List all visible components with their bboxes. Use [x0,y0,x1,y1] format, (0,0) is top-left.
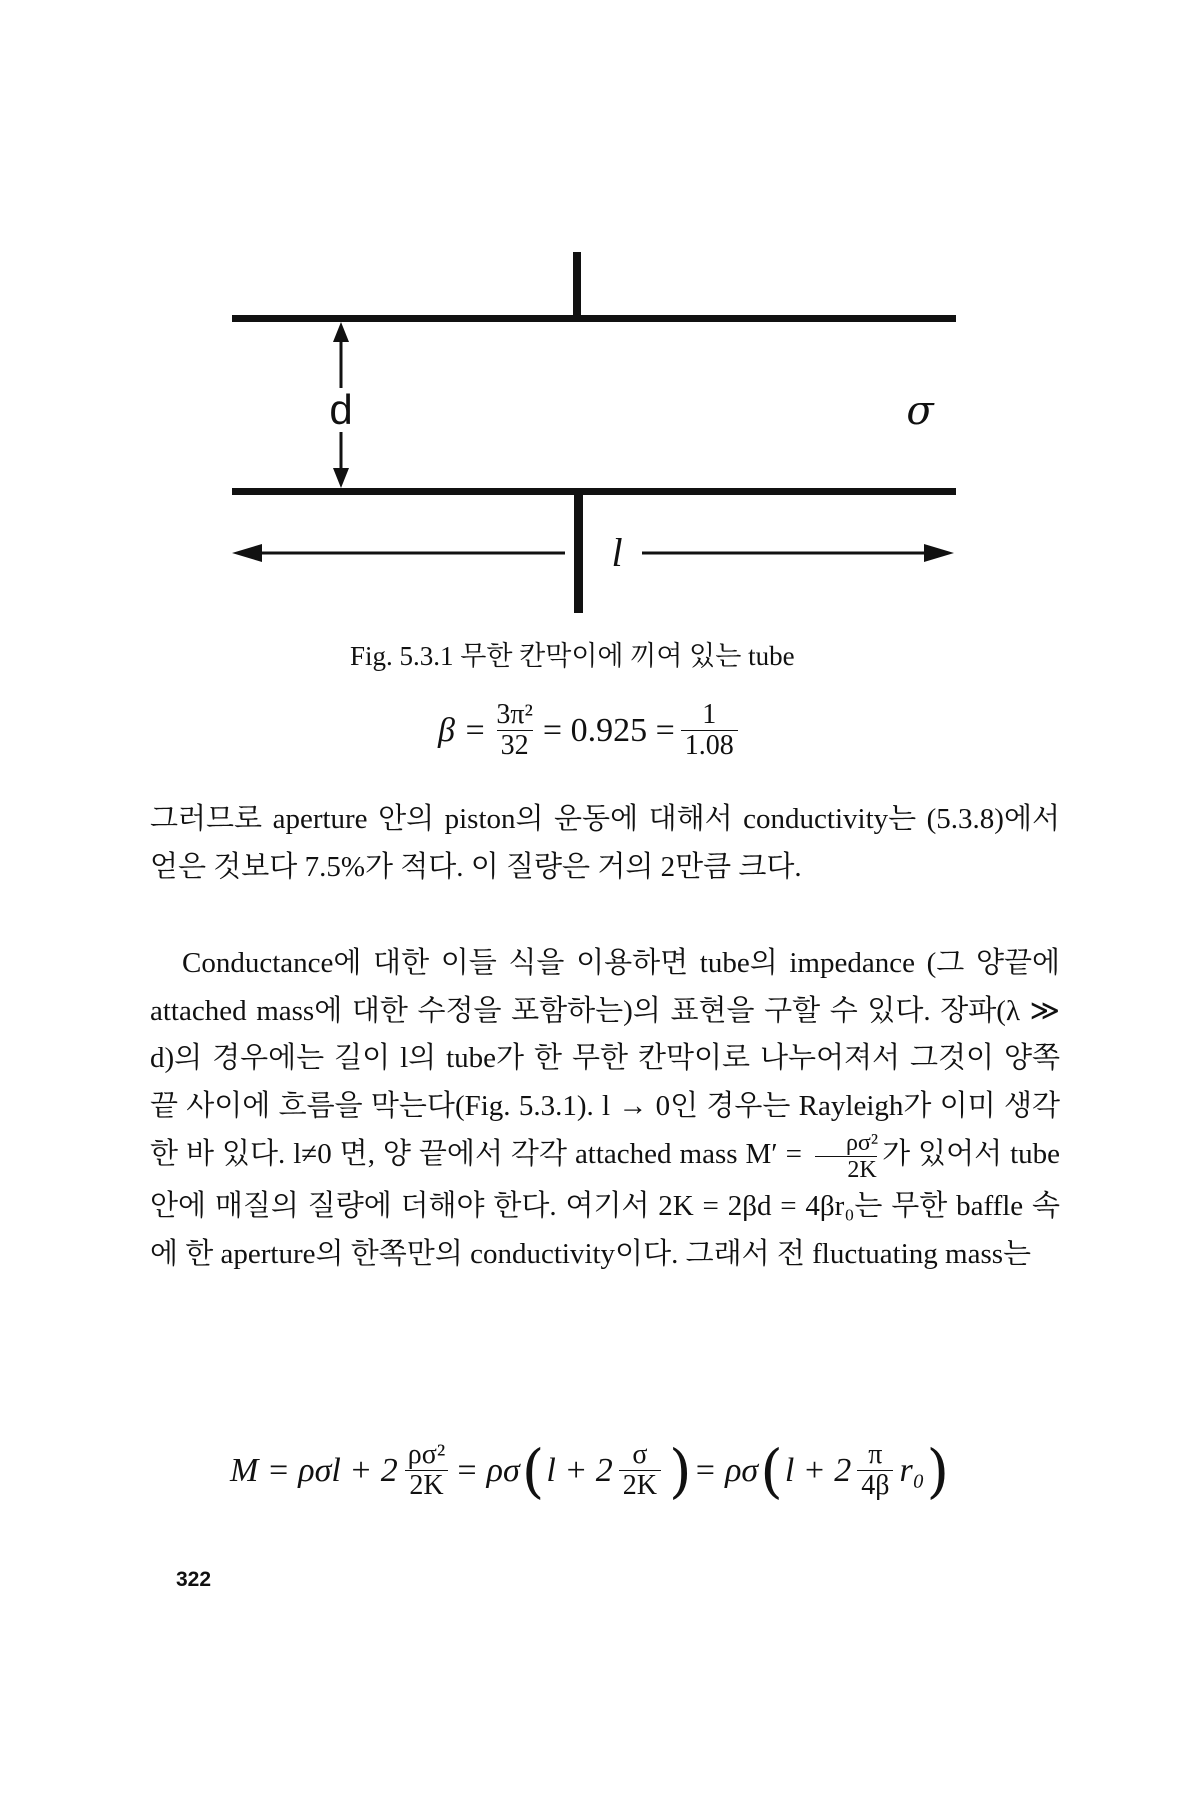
equation-mass [230,1436,951,1505]
eq-mass-t1: M = ρσl + 2 [230,1451,398,1489]
eq-beta-lhs: β = [438,711,487,749]
eq-beta-frac2-den: 1.08 [681,730,738,761]
eq-mass-paren-close-2: ) [926,1436,950,1505]
attached-mass-fraction [814,1130,878,1183]
lower-baffle [574,495,583,613]
eq-beta-frac1-den: 32 [497,730,533,761]
attached-mass-den: 2K [815,1156,876,1183]
paragraph-2 [150,940,1060,1278]
eq-mass-f2 [619,1440,661,1501]
eq-mass-f1-den: 2K [405,1470,447,1501]
eq-mass-paren-open-1: ( [521,1436,545,1505]
label-d: d [329,386,353,433]
eq-mass-f1-num: ρσ² [407,1439,446,1470]
page-number: 322 [176,1568,212,1591]
eq-mass-f3 [857,1440,893,1501]
eq-mass-f1 [404,1440,449,1501]
eq-mass-f3-den: 4β [857,1470,893,1501]
label-sigma: σ [906,388,934,434]
paragraph-2-part1: Conductance에 대한 이들 식을 이용하면 tube의 impedance (그 양끝에 attached mass에 대한 수정을 포함하는)의 표현을 구할 수 있다. 장파(λ ≫ d)의 경우에는 길이 l의 tube가 한 무한 칸막이로 나누어져서 그것이 양쪽 끝 사이에 흐름을 막는다(Fig. 5.3.1). l → 0인 경우는 Rayleigh가 이미 생각한 바 있다. l≠0 면, 양 끝에서 각각 attached mass M′ = [150,947,1060,1171]
eq-mass-f2-den: 2K [619,1470,661,1501]
equation-beta [438,700,744,761]
tube-top-wall [232,315,956,322]
tube-figure [0,0,1200,640]
eq-mass-t4: = ρσ [693,1451,759,1489]
eq-mass-t3: l + 2 [546,1451,613,1489]
eq-mass-t2: = ρσ [455,1451,520,1489]
paragraph-1: 그러므로 aperture 안의 piston의 운동에 대해서 conductivity는 (5.3.8)에서 얻은 것보다 7.5%가 적다. 이 질량은 거의 2만큼 크다. [150,803,1060,883]
eq-mass-paren-close-1: ) [669,1436,692,1505]
eq-mass-f2-num: σ [632,1439,648,1470]
tube-bottom-wall [232,488,956,495]
figure-caption: Fig. 5.3.1 무한 칸막이에 끼여 있는 tube [350,641,795,671]
eq-mass-t6: r₀ [899,1451,925,1489]
l-arrow [232,544,954,562]
eq-beta-frac2 [681,700,738,761]
eq-mass-f3-num: π [868,1439,883,1470]
eq-beta-frac1-num: 3π² [496,699,533,730]
upper-baffle [573,252,581,322]
label-l: l [611,530,623,575]
eq-beta-mid: = 0.925 = [542,711,675,749]
eq-beta-frac1 [492,700,537,761]
eq-mass-paren-open-2: ( [760,1436,783,1505]
eq-beta-frac2-num: 1 [702,699,717,730]
attached-mass-num: ρσ² [845,1130,879,1156]
paragraph-2-part2: 가 있어서 tube 안에 매질의 질량에 더해야 한다. 여기서 2K = 2βd = 4βr₀는 무한 baffle 속에 한 aperture의 한쪽만의 conductivity이다. 그래서 전 fluctuating mass는 [150,1138,1061,1270]
eq-mass-t5: l + 2 [784,1451,852,1489]
